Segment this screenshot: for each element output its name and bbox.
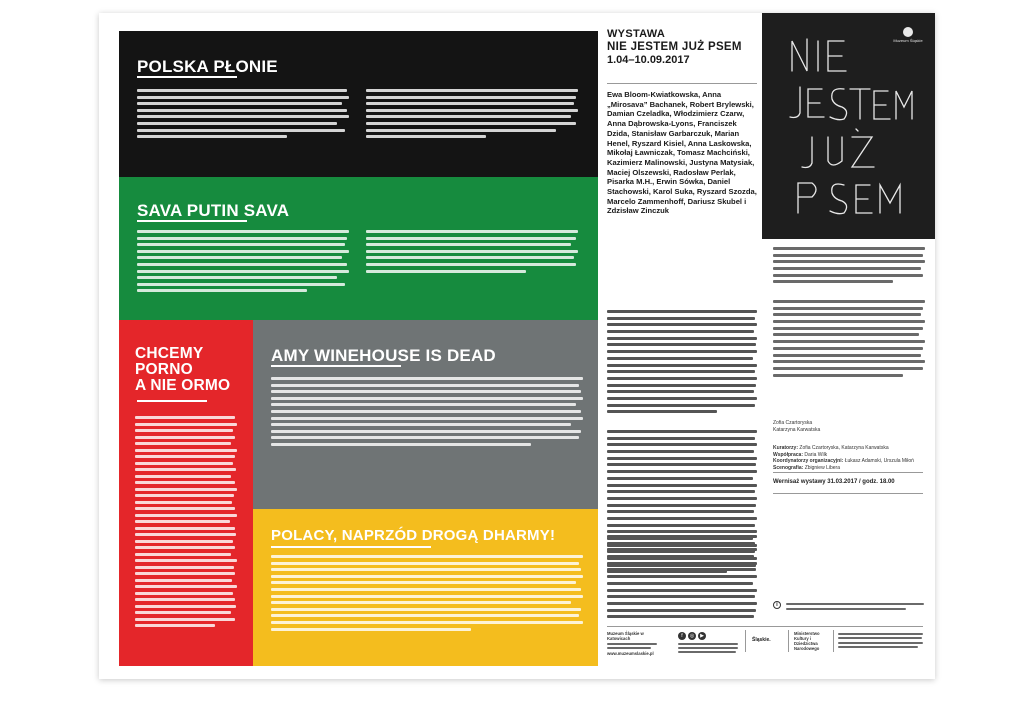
body-text-left xyxy=(137,230,349,292)
divider xyxy=(773,493,923,494)
exhibition-header xyxy=(607,28,757,66)
ministry-logo: Ministerstwo Kultury i Dziedzictwa Narodowego xyxy=(794,631,820,651)
section-polska-plonie xyxy=(119,31,598,177)
section-chcemy-porno xyxy=(119,320,253,666)
artist-list: Ewa Bloom-Kwiatkowska, Anna „Mirosava” Bachanek, Robert Brylewski, Damian Czeladka, Włodzimierz Czarw, Anna Dąbrowska-Lyons, Franciszek Dzida, Stanisław Garbarczuk, Marian Henel, Ryszard Kisiel, Anna Laskowska, Mikołaj Ławniczak, Tomasz Machciński, Kazimierz Malinowski, Justyna Matysiak, Maciej Olszewski, Radosław Perlak, Pisarka M.H., Erwin Sówka, Daniel Stachowski, Karol Suka, Ryszard Szozda, Marcelo Zammenhoff, Dariusz Skubel i Zdzisław Zinczuk xyxy=(607,90,757,216)
footer-social-links xyxy=(678,643,738,653)
signature-1: Zofia Czartoryska xyxy=(773,420,813,426)
cooperation-label: Współpraca: xyxy=(773,451,804,458)
title-line-2: PORNO xyxy=(135,361,193,378)
title-underline xyxy=(271,365,401,367)
signature-2: Katarzyna Karwatska xyxy=(773,426,821,433)
title-underline xyxy=(137,400,207,402)
title-underline xyxy=(137,220,247,222)
footnote-text xyxy=(786,603,924,610)
intro-text-1 xyxy=(607,310,757,413)
opening-info: Wernisaż wystawy 31.03.2017 / godz. 18.00 xyxy=(773,479,895,485)
footer-museum-name: Muzeum Śląskie w Katowicach xyxy=(607,631,644,641)
title-underline xyxy=(271,546,431,548)
scenography-line xyxy=(773,465,923,472)
body-text xyxy=(271,377,583,446)
footer-separator xyxy=(745,630,746,652)
footer-legal-text xyxy=(838,633,923,648)
section-title: POLACY, NAPRZÓD DROGĄ DHARMY! xyxy=(271,527,556,544)
cooperation-names: Daria Wilk xyxy=(804,451,828,458)
section-title: SAVA PUTIN SAVA xyxy=(137,201,290,220)
body-text xyxy=(135,416,237,627)
credits xyxy=(773,420,923,471)
title-line-1: CHCEMY xyxy=(135,345,204,362)
section-sava-putin-sava xyxy=(119,177,598,320)
section-title: AMY WINEHOUSE IS DEAD xyxy=(271,346,496,365)
section-title: POLSKA PŁONIE xyxy=(137,57,278,76)
exhibition-title: NIE JESTEM JUŻ PSEM xyxy=(607,41,742,53)
title-line-3: A NIE ORMO xyxy=(135,377,231,394)
section-polacy-dharmy xyxy=(253,509,598,666)
exhibition-dates: 1.04–10.09.2017 xyxy=(607,54,690,66)
coordination-label: Koordynatorzy organizacyjni: xyxy=(773,458,844,464)
essay-text-2 xyxy=(773,300,925,377)
instagram-icon[interactable]: ◎ xyxy=(689,633,695,639)
footer-separator xyxy=(788,630,789,652)
footer-address xyxy=(607,631,667,656)
section-title xyxy=(135,346,245,394)
curators-names: Zofia Czartoryska, Katarzyna Karwatska xyxy=(799,445,889,451)
sponsor-slaskie-logo: Śląskie. xyxy=(752,637,771,643)
essay-text-1 xyxy=(773,247,925,283)
museum-logo-mark xyxy=(903,27,913,37)
divider xyxy=(773,472,923,473)
exhibition-label: WYSTAWA xyxy=(607,28,666,40)
body-text-right xyxy=(366,230,578,273)
scenography-label: Scenografia: xyxy=(773,464,804,471)
scenography-names: Zbigniew Libera xyxy=(804,464,840,471)
footer-address-lines xyxy=(607,643,667,649)
footer-website[interactable]: www.muzeumslaskie.pl xyxy=(607,651,654,656)
hand-drawn-title-artwork xyxy=(762,13,935,239)
coordination-names: Łukasz Adamski, Urszula Miłoń xyxy=(844,458,914,464)
info-icon: i xyxy=(773,601,781,609)
intro-text-3 xyxy=(607,535,757,618)
facebook-icon[interactable]: f xyxy=(678,632,686,640)
title-underline xyxy=(137,76,237,78)
curators-label: Kuratorzy: xyxy=(773,445,799,451)
museum-logo xyxy=(893,27,923,43)
body-text-right xyxy=(366,89,578,138)
body-text xyxy=(271,555,583,631)
artwork-nie-jestem-juz-psem xyxy=(762,13,935,239)
footer-separator xyxy=(833,630,834,652)
museum-logo-text: Muzeum Śląskie xyxy=(893,38,923,43)
divider xyxy=(607,83,757,84)
footer-divider xyxy=(607,626,923,627)
body-text-left xyxy=(137,89,349,138)
youtube-icon[interactable]: ▶ xyxy=(698,632,706,640)
section-amy-winehouse xyxy=(253,320,598,509)
